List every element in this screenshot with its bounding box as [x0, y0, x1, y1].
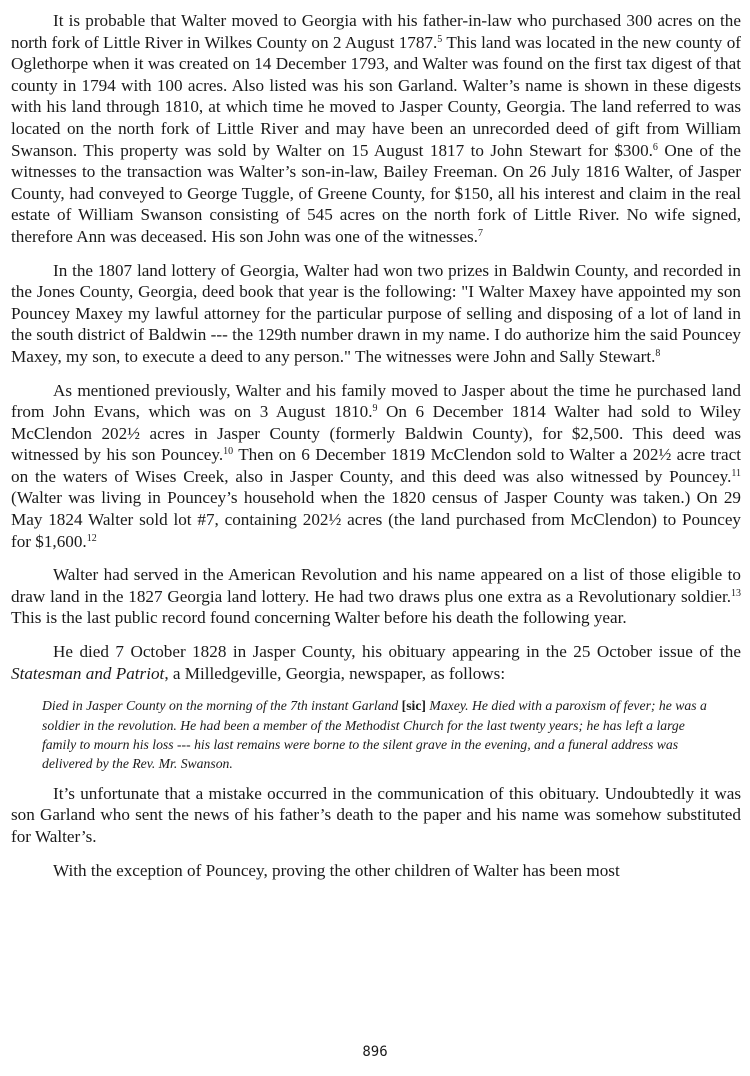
- paragraph: [11, 641, 741, 684]
- body-text: [11, 10, 741, 684]
- paragraph: [11, 564, 741, 629]
- footnote-marker: 9: [372, 403, 378, 415]
- footnote-marker: 11: [731, 467, 741, 479]
- footnote-marker: 5: [437, 33, 443, 45]
- text-run: It’s unfortunate that a mistake occurred in the communication of this obituary. Undoubtedly it was son Garland who sent the news of his father’s death to the paper and his name was somehow substituted for Walter’s.: [11, 783, 741, 847]
- text-run: He died 7 October 1828 in Jasper County, his obituary appearing in the 25 October issue of the: [53, 642, 741, 662]
- paragraph: [11, 783, 741, 848]
- text-run: On 6 December 1814 Walter had sold to Wiley McClendon 202½ acres in Jasper County (formerly Baldwin County), for $2,500. This deed was witnessed by his son Pouncey.: [11, 402, 741, 465]
- sic-note: [sic]: [401, 698, 426, 714]
- text-run: It is probable that Walter moved to Georgia with his father-in-law who purchased 300 acres on the north fork of Little River in Wilkes County on 2 August 1787.: [11, 11, 741, 52]
- text-run: One of the witnesses to the transaction was Walter’s son-in-law, Bailey Freeman. On 26 July 1816 Walter, of Jasper County, had conveyed to George Tuggle, of Greene County, for $150, all his interest and claim in the real estate of William Swanson consisting of 545 acres on the north fork of Little River. No wife signed, therefore Ann was deceased. His son John was one of the witnesses.: [11, 140, 741, 246]
- paragraph: [11, 260, 741, 368]
- paragraph: [11, 380, 741, 553]
- paragraph: [11, 860, 741, 882]
- text-run: Maxey. He died with a paroxism of fever; he was a soldier in the revolution. He had been a member of the Methodist Church for the last twenty years; he has left a large family to mourn his loss --- his last remains were borne to the silent grave in the evening, and a funeral address was delivered by the Rev. Mr. Swanson.: [42, 698, 707, 772]
- footnote-marker: 8: [655, 347, 661, 359]
- text-run: In the 1807 land lottery of Georgia, Walter had won two prizes in Baldwin County, and recorded in the Jones County, Georgia, deed book that year is the following: "I Walter Maxey have appointed my son Pouncey Maxey my lawful attorney for the particular purpose of selling and disposing of a lot of land in the south district of Baldwin --- the 129th number drawn in my name. I do authorize him the said Pouncey Maxey, my son, to execute a deed to any person." The witnesses were John and Sally Stewart.: [11, 260, 741, 366]
- text-run: This is the last public record found concerning Walter before his death the following year.: [11, 608, 627, 628]
- footnote-marker: 7: [477, 227, 483, 239]
- footnote-marker: 13: [731, 587, 741, 599]
- footnote-marker: 10: [223, 446, 234, 458]
- text-run: This land was located in the new county of Oglethorpe when it was created on 14 December 1793, and Walter was found on the first tax digest of that county in 1794 with 100 acres. Also listed was his son Garland. Walter’s name is shown in these digests with his land through 1810, at which time he moved to Jasper County, Georgia. The land referred to was located on the north fork of Little River and may have been an unrecorded deed of gift from William Swanson. This property was sold by Walter on 15 August 1817 to John Stewart for $300.: [11, 32, 741, 160]
- text-run: (Walter was living in Pouncey’s household when the 1820 census of Jasper County was taken.) On 29 May 1824 Walter sold lot #7, containing 202½ acres (the land purchased from McClendon) to Pouncey for $1,600.: [11, 488, 741, 551]
- document-page: [11, 10, 741, 893]
- text-run: , a Milledgeville, Georgia, newspaper, as follows:: [164, 663, 506, 683]
- footnote-marker: 6: [652, 141, 658, 153]
- page-number: 896: [362, 1044, 388, 1060]
- body-text-continued: [11, 783, 741, 881]
- text-run: With the exception of Pouncey, proving the other children of Walter has been most: [53, 860, 620, 880]
- text-run: Walter had served in the American Revolution and his name appeared on a list of those eligible to draw land in the 1827 Georgia land lottery. He had two draws plus one extra as a Revolutionary soldier.: [11, 565, 741, 606]
- footnote-marker: 12: [86, 532, 97, 544]
- text-run: Then on 6 December 1819 McClendon sold to Walter a 202½ acre tract on the waters of Wises Creek, also in Jasper County, and this deed was also witnessed by Pouncey.: [11, 445, 741, 486]
- paragraph: [11, 10, 741, 248]
- obituary-quote: [42, 696, 718, 774]
- newspaper-title: Statesman and Patriot: [11, 663, 165, 683]
- text-run: Died in Jasper County on the morning of the 7th instant Garland: [42, 698, 402, 714]
- text-run: As mentioned previously, Walter and his family moved to Jasper about the time he purchased land from John Evans, which was on 3 August 1810.: [11, 380, 741, 422]
